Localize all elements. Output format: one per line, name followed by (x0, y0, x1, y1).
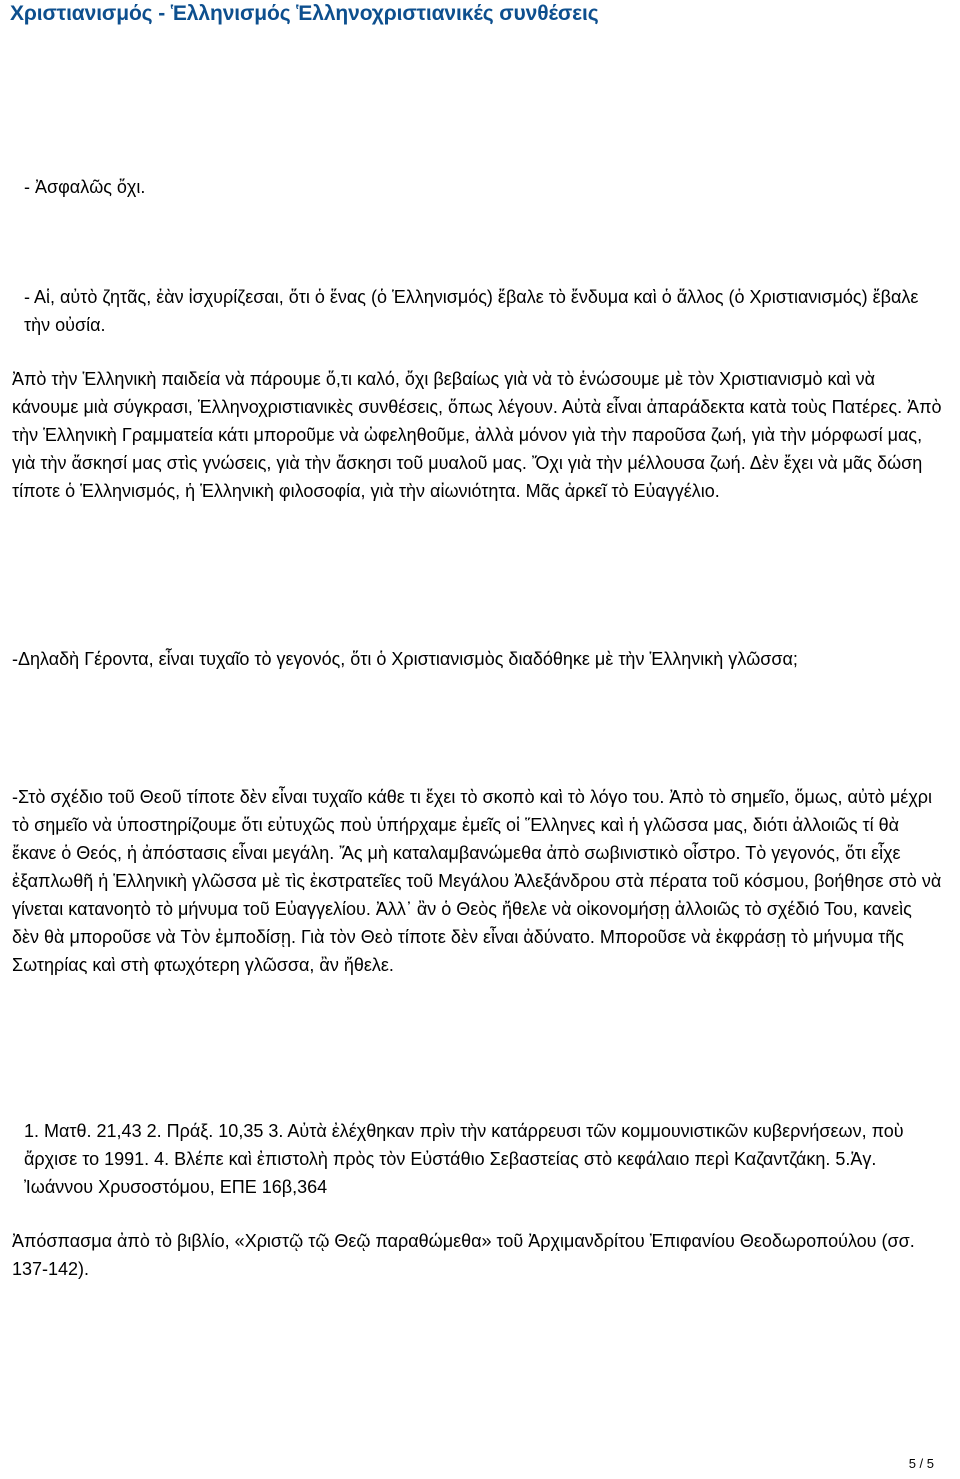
paragraph-answer-2: Ἀπὸ τὴν Ἑλληνικὴ παιδεία νὰ πάρουμε ὅ,τι καλό, ὄχι βεβαίως γιὰ νὰ τὸ ἑνώσουμε μὲ τὸν Χριστιανισμὸ καὶ νὰ κάνουμε μιὰ σύγκρασι, Ἑλληνοχριστιανικὲς συνθέσεις, ὅπως λέγουν. Αὐτὰ εἶναι ἀπαράδεκτα κατὰ τοὺς Πατέρες. Ἀπὸ τὴν Ἑλληνικὴ Γραμματεία κάτι μποροῦμε νὰ ὠφεληθοῦμε, ἀλλὰ μόνον γιὰ τὴν παροῦσα ζωή, γιὰ τὴν μόρφωσί μας, γιὰ τὴν ἄσκησί μας στὶς γνώσεις, γιὰ τὴν ἄσκησι τοῦ μυαλοῦ μας. Ὄχι γιὰ τὴν μέλλουσα ζωή. Δὲν ἔχει νὰ μᾶς δώση τίποτε ὁ Ἑλληνισμός, ἡ Ἑλληνικὴ φιλοσοφία, γιὰ τὴν αἰωνιότητα. Μᾶς ἀρκεῖ τὸ Εὐαγγέλιο. (12, 369, 942, 501)
paragraph-question-2: -Δηλαδὴ Γέροντα, εἶναι τυχαῖο τὸ γεγονός, ὅτι ὁ Χριστιανισμὸς διαδόθηκε μὲ τὴν Ἑλληνικὴ γλῶσσα; (12, 649, 798, 669)
paragraph-answer-3: -Στὸ σχέδιο τοῦ Θεοῦ τίποτε δὲν εἶναι τυχαῖο κάθε τι ἔχει τὸ σκοπὸ καὶ τὸ λόγο του. Ἀπὸ τὸ σημεῖο, ὅμως, αὐτὸ μέχρι τὸ σημεῖο νὰ ὑποστηρίζουμε ὅτι εὐτυχῶς ποὺ ὑπήρχαμε ἐμεῖς οἱ Ἕλληνες καὶ ἡ γλῶσσα μας, διότι ἀλλοιῶς τί θὰ ἔκανε ὁ Θεός, ἡ ἀπόστασις εἶναι μεγάλη. Ἄς μὴ καταλαμβανώμεθα ἀπὸ σωβινιστικὸ οἶστρο. Τὸ γεγονός, ὅτι εἶχε ἐξαπλωθῆ ἡ Ἑλληνικὴ γλῶσσα μὲ τὶς ἐκστρατεῖες τοῦ Μεγάλου Ἀλεξάνδρου στὰ πέρατα τοῦ κόσμου, βοήθησε στὸ νὰ γίνεται κατανοητὸ τὸ μήνυμα τοῦ Εὐαγγελίου. Ἀλλ᾽ ἂν ὁ Θεὸς ἤθελε νὰ οἰκονομήσῃ ἀλλοιῶς τὸ σχέδιό Του, κανεὶς δὲν θὰ μποροῦσε νὰ Τὸν ἐμποδίσῃ. Γιὰ τὸν Θεὸ τίποτε δὲν εἶναι ἀδύνατο. Μποροῦσε νὰ ἐκφράσῃ τὸ μήνυμα τῆς Σωτηρίας καὶ στὴ φτωχότερη γλῶσσα, ἂν ἤθελε. (12, 787, 942, 975)
source-citation: Ἀπόσπασμα ἀπὸ τὸ βιβλίο, «Χριστῷ τῷ Θεῷ παραθώμεθα» τοῦ Ἀρχιμανδρίτου Ἐπιφανίου Θεοδωροπούλου (σσ. 137-142). (12, 1231, 915, 1279)
paragraph-answer-1: - Ἀσφαλῶς ὄχι. (24, 177, 146, 197)
document-title: Χριστιανισμός - Ἑλληνισμός Ἑλληνοχριστιανικές συνθέσεις (10, 2, 599, 25)
page-number: 5 / 5 (908, 1456, 934, 1471)
paragraph-question-1: - Αἱ, αὐτὸ ζητᾶς, ἐὰν ἰσχυρίζεσαι, ὅτι ὁ ἕνας (ὁ Ἑλληνισμός) ἔβαλε τὸ ἔνδυμα καὶ ὁ ἄλλος (ὁ Χριστιανισμός) ἔβαλε τὴν οὐσία. (24, 287, 919, 335)
footnotes: 1. Ματθ. 21,43 2. Πράξ. 10,35 3. Αὐτὰ ἐλέχθηκαν πρὶν τὴν κατάρρευσι τῶν κομμουνιστικῶν κυβερνήσεων, ποὺ ἄρχισε το 1991. 4. Βλέπε καὶ ἐπιστολὴ πρὸς τὸν Εὐστάθιο Σεβαστείας στὸ κεφάλαιο περὶ Καζαντζάκη. 5.Ἁγ. Ἰωάννου Χρυσοστόμου, ΕΠΕ 16β,364 (24, 1121, 904, 1197)
